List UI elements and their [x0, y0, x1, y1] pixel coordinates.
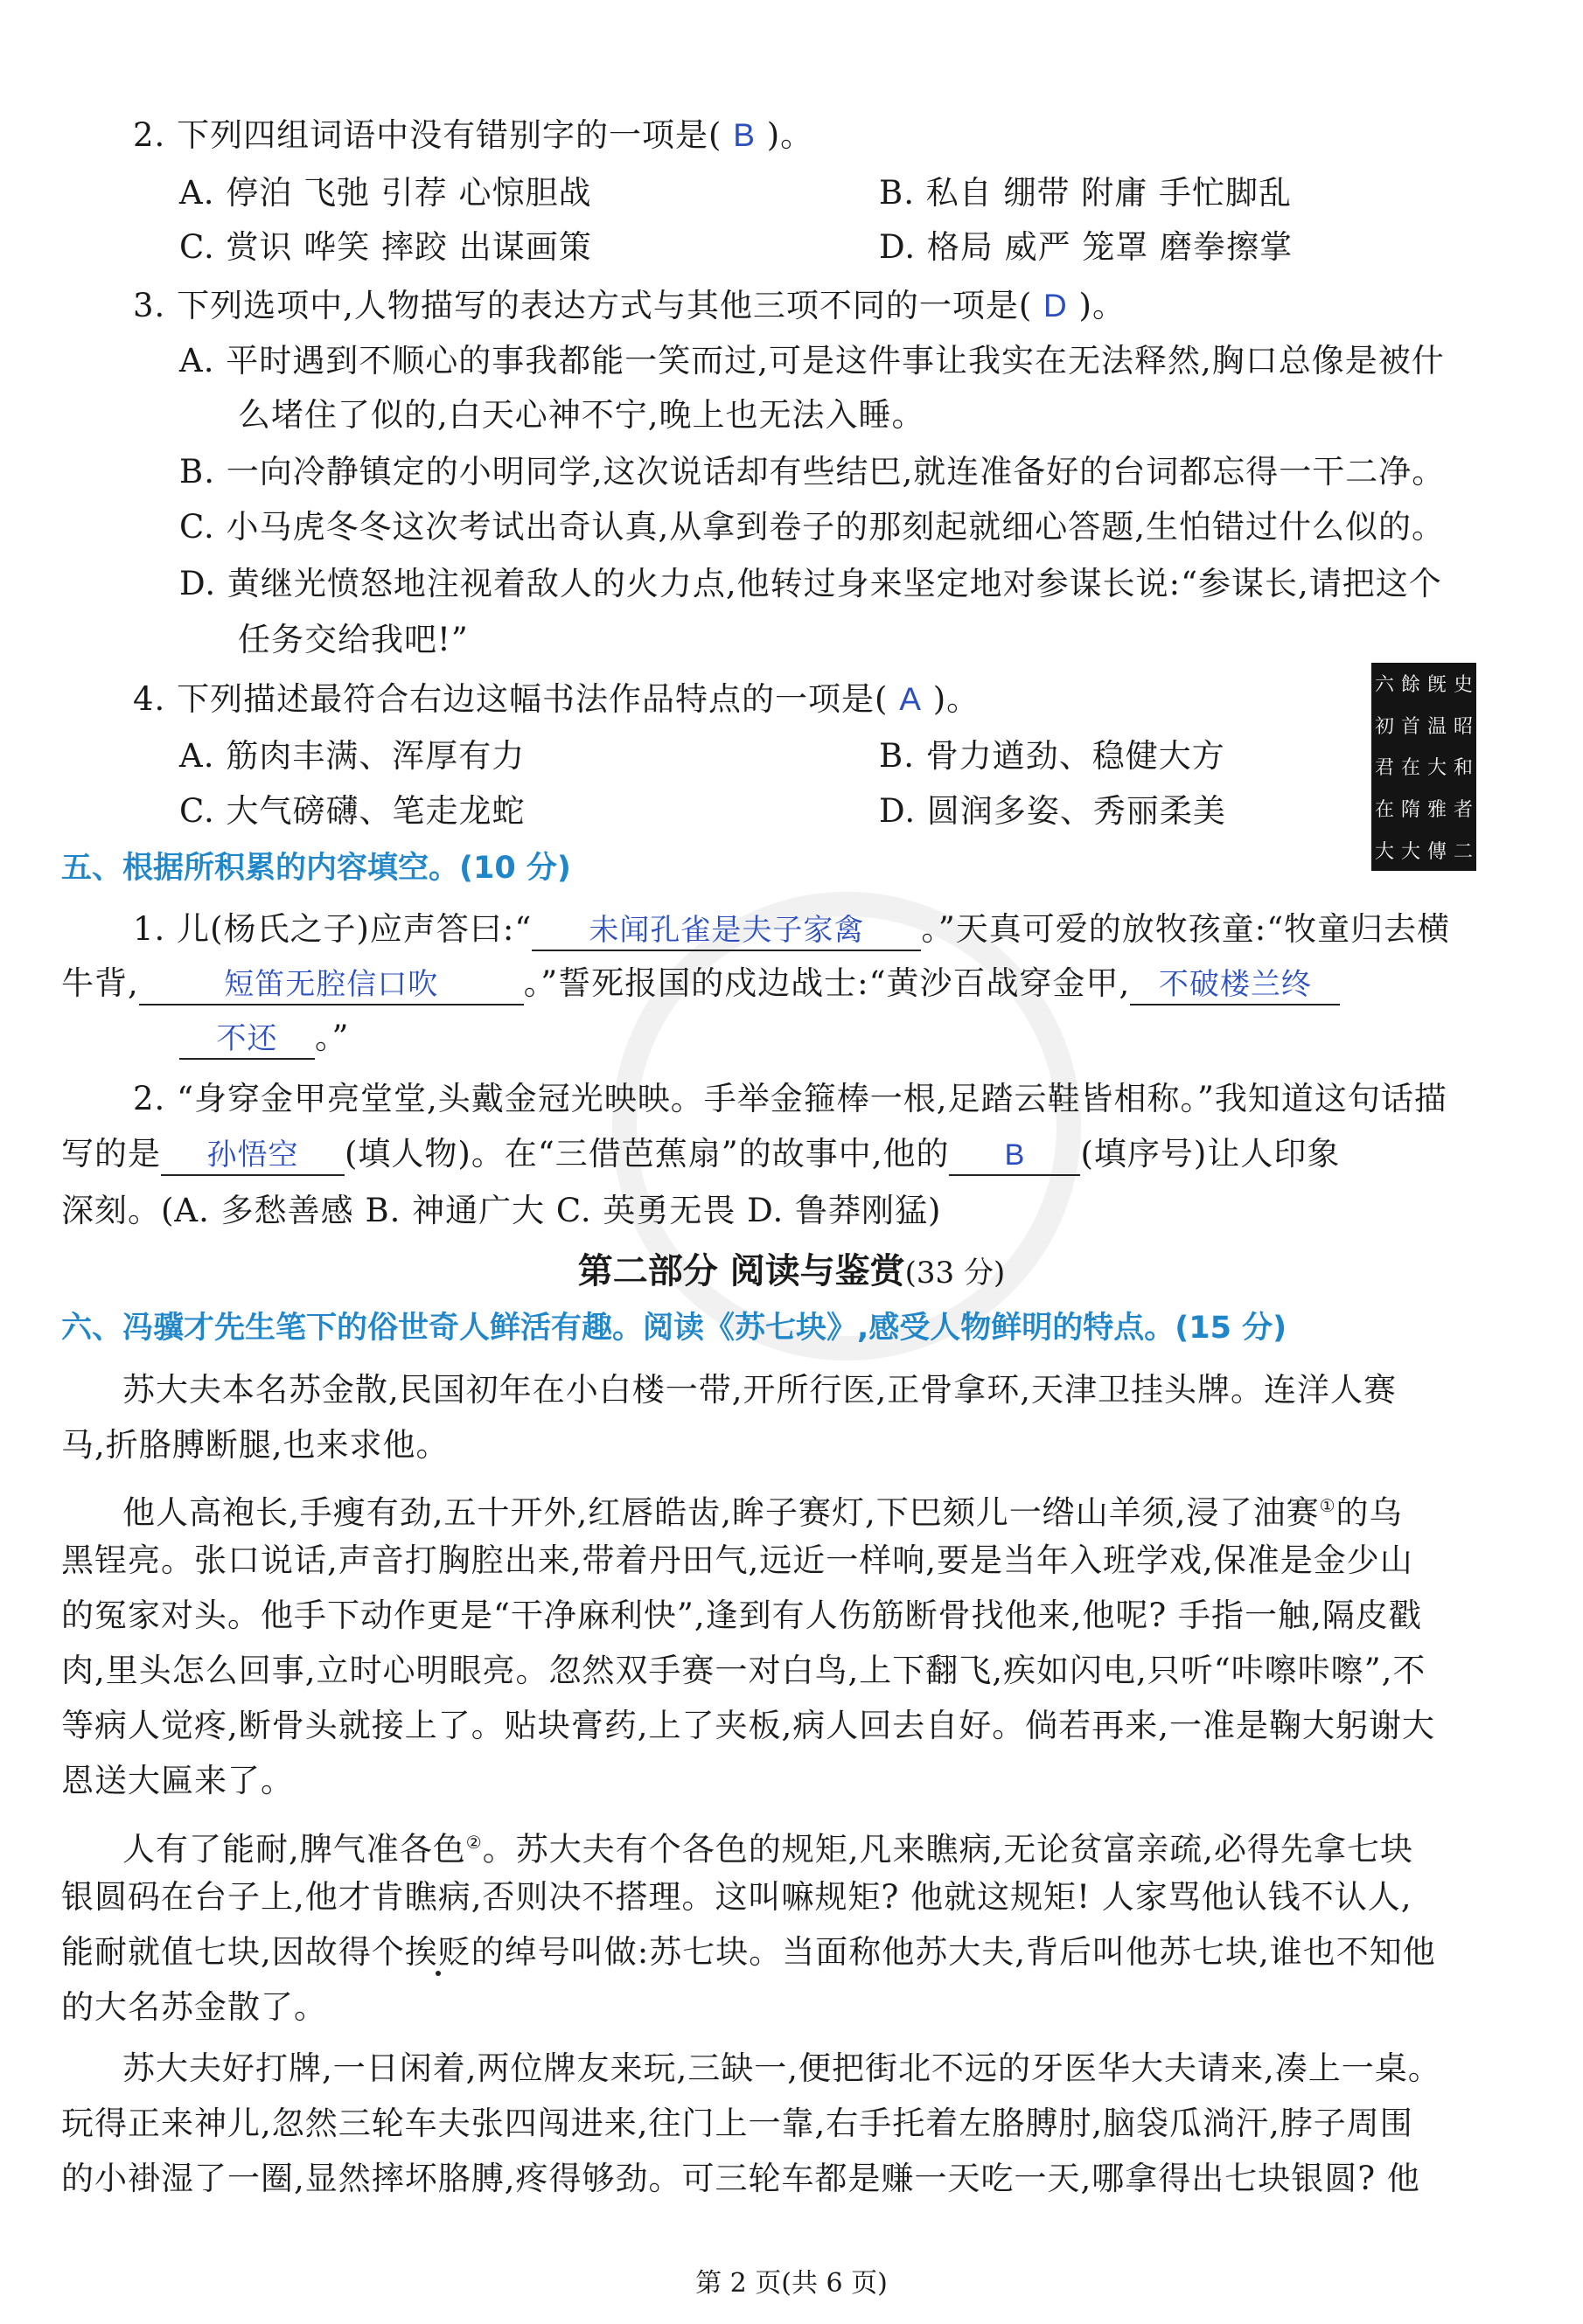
q3-option-a-line1: A. 平时遇到不顺心的事我都能一笑而过,可是这件事让我实在无法释然,胸口总像是被什 [179, 342, 1445, 379]
blank-5[interactable]: B [949, 1135, 1080, 1176]
q3-answer: D [1043, 288, 1068, 324]
q2-option-b: B. 私自 绷带 附庸 手忙脚乱 [879, 174, 1292, 212]
sec5-q1-line3: 不还 。” [179, 1016, 349, 1060]
q2-option-a: A. 停泊 飞弛 引荐 心惊胆战 [179, 174, 592, 212]
footnote-1-marker: ① [1319, 1495, 1336, 1516]
q2-option-c: C. 赏识 哗笑 摔跤 出谋画策 [179, 228, 592, 266]
q4-option-c: C. 大气磅礴、笔走龙蛇 [179, 792, 526, 830]
q3-option-d-line1: D. 黄继光愤怒地注视着敌人的火力点,他转过身来坚定地对参谋长说:“参谋长,请把这个 [179, 565, 1442, 602]
q2-option-d: D. 格局 威严 笼罩 磨拳擦掌 [879, 228, 1294, 266]
emphasis-dotted-word: 挨贬 [404, 1933, 471, 1971]
passage-p1-line2: 马,折胳膊断腿,也来求他。 [61, 1426, 450, 1464]
passage-p3-line1: 人有了能耐,脾气准各色②。苏大夫有个各色的规矩,凡来瞧病,无论贫富亲疏,必得先拿七块 [122, 1830, 1413, 1868]
blank-2[interactable]: 短笛无腔信口吹 [139, 964, 524, 1005]
part2-title: 第二部分 阅读与鉴赏(33 分) [577, 1251, 1006, 1291]
sec5-q1-line1: 1. 儿(杨氏之子)应声答曰:“ 未闻孔雀是夫子家禽 。”天真可爱的放牧孩童:“牧童归去横 [133, 908, 1450, 951]
q3-option-d-line2: 任务交给我吧!” [238, 621, 469, 658]
passage-p3-line4: 的大名苏金散了。 [61, 1988, 327, 2026]
blank-3b[interactable]: 不还 [179, 1019, 315, 1060]
section5-title: 五、根据所积累的内容填空。(10 分) [61, 851, 571, 886]
q2-stem: 2. 下列四组词语中没有错别字的一项是( B )。 [133, 116, 814, 154]
passage-p2-line3: 的冤家对头。他手下动作更是“干净麻利快”,逢到有人伤筋断骨找他来,他呢? 手指一触,隔皮戳 [61, 1597, 1422, 1634]
q4-answer: A [899, 681, 922, 717]
passage-p2-line5: 等病人觉疼,断骨头就接上了。贴块膏药,上了夹板,病人回去自好。倘若再来,一准是鞠大躬谢大 [61, 1707, 1436, 1744]
q3-option-c: C. 小马虎冬冬这次考试出奇认真,从拿到卷子的那刻起就细心答题,生怕错过什么似的。 [179, 508, 1446, 546]
q3-stem: 3. 下列选项中,人物描写的表达方式与其他三项不同的一项是( D )。 [133, 287, 1126, 324]
q4-option-b: B. 骨力遒劲、稳健大方 [879, 737, 1225, 775]
passage-p4-line3: 的小褂湿了一圈,显然摔坏胳膊,疼得够劲。可三轮车都是赚一天吃一天,哪拿得出七块银圆? 他 [61, 2160, 1420, 2197]
passage-p3-line2: 银圆码在台子上,他才肯瞧病,否则决不搭理。这叫嘛规矩? 他就这规矩! 人家骂他认钱不认人, [61, 1878, 1412, 1916]
passage-p4-line1: 苏大夫好打牌,一日闲着,两位牌友来玩,三缺一,便把街北不远的牙医华大夫请来,凑上一桌。 [122, 2049, 1441, 2087]
sec5-q2-line3: 深刻。(A. 多愁善感 B. 神通广大 C. 英勇无畏 D. 鲁莽刚猛) [61, 1192, 942, 1229]
section6-title: 六、冯骥才先生笔下的俗世奇人鲜活有趣。阅读《苏七块》,感受人物鲜明的特点。(15 分) [61, 1311, 1287, 1346]
blank-1[interactable]: 未闻孔雀是夫子家禽 [532, 910, 921, 951]
sec5-q1-line2: 牛背, 短笛无腔信口吹 。”誓死报国的戍边战士:“黄沙百战穿金甲, 不破楼兰终 [61, 962, 1340, 1005]
passage-p2-line4: 肉,里头怎么回事,立时心明眼亮。忽然双手赛一对白鸟,上下翻飞,疾如闪电,只听“咔嚓咔嚓”,不 [61, 1652, 1426, 1689]
passage-p2-line1: 他人高袍长,手瘦有劲,五十开外,红唇皓齿,眸子赛灯,下巴颏儿一绺山羊须,浸了油赛①的乌 [122, 1493, 1403, 1532]
passage-p4-line2: 玩得正来神儿,忽然三轮车夫张四闯进来,往门上一靠,右手托着左胳膊肘,脑袋瓜淌汗,脖子周围 [61, 2105, 1413, 2142]
sec5-q2-line2: 写的是 孙悟空 (填人物)。在“三借芭蕉扇”的故事中,他的 B (填序号)让人印象 [61, 1132, 1340, 1176]
passage-p2-line2: 黑锃亮。张口说话,声音打胸腔出来,带着丹田气,远近一样响,要是当年入班学戏,保准是金少山 [61, 1541, 1413, 1579]
blank-3a[interactable]: 不破楼兰终 [1130, 964, 1340, 1005]
footnote-2-marker: ② [465, 1832, 483, 1853]
passage-p1-line1: 苏大夫本名苏金散,民国初年在小白楼一带,开所行医,正骨拿环,天津卫挂头牌。连洋人赛 [122, 1371, 1398, 1409]
blank-4[interactable]: 孙悟空 [161, 1135, 345, 1176]
q3-option-a-line2: 么堵住了似的,白天心神不宁,晚上也无法入睡。 [238, 396, 925, 434]
page-footer: 第 2 页(共 6 页) [695, 2268, 888, 2299]
q4-stem: 4. 下列描述最符合右边这幅书法作品特点的一项是( A )。 [133, 680, 980, 718]
q3-option-b: B. 一向冷静镇定的小明同学,这次说话却有些结巴,就连准备好的台词都忘得一干二净。 [179, 453, 1446, 491]
passage-p3-line3: 能耐就值七块,因故得个挨贬的绰号叫做:苏七块。当面称他苏大夫,背后叫他苏七块,谁也不知他 [61, 1933, 1436, 1971]
passage-p2-line6: 恩送大匾来了。 [61, 1762, 294, 1799]
q2-answer: B [733, 117, 756, 153]
sec5-q2-line1: 2. “身穿金甲亮堂堂,头戴金冠光映映。手举金箍棒一根,足踏云鞋皆相称。”我知道这句话描 [133, 1080, 1447, 1117]
q4-option-d: D. 圆润多姿、秀丽柔美 [879, 792, 1226, 830]
calligraphy-image: 六 餘 旣 史 初 首 温 昭 君 在 大 和 在 隋 雅 者 大 大 傳 二 [1371, 663, 1476, 871]
q4-option-a: A. 筋肉丰满、浑厚有力 [179, 737, 526, 775]
